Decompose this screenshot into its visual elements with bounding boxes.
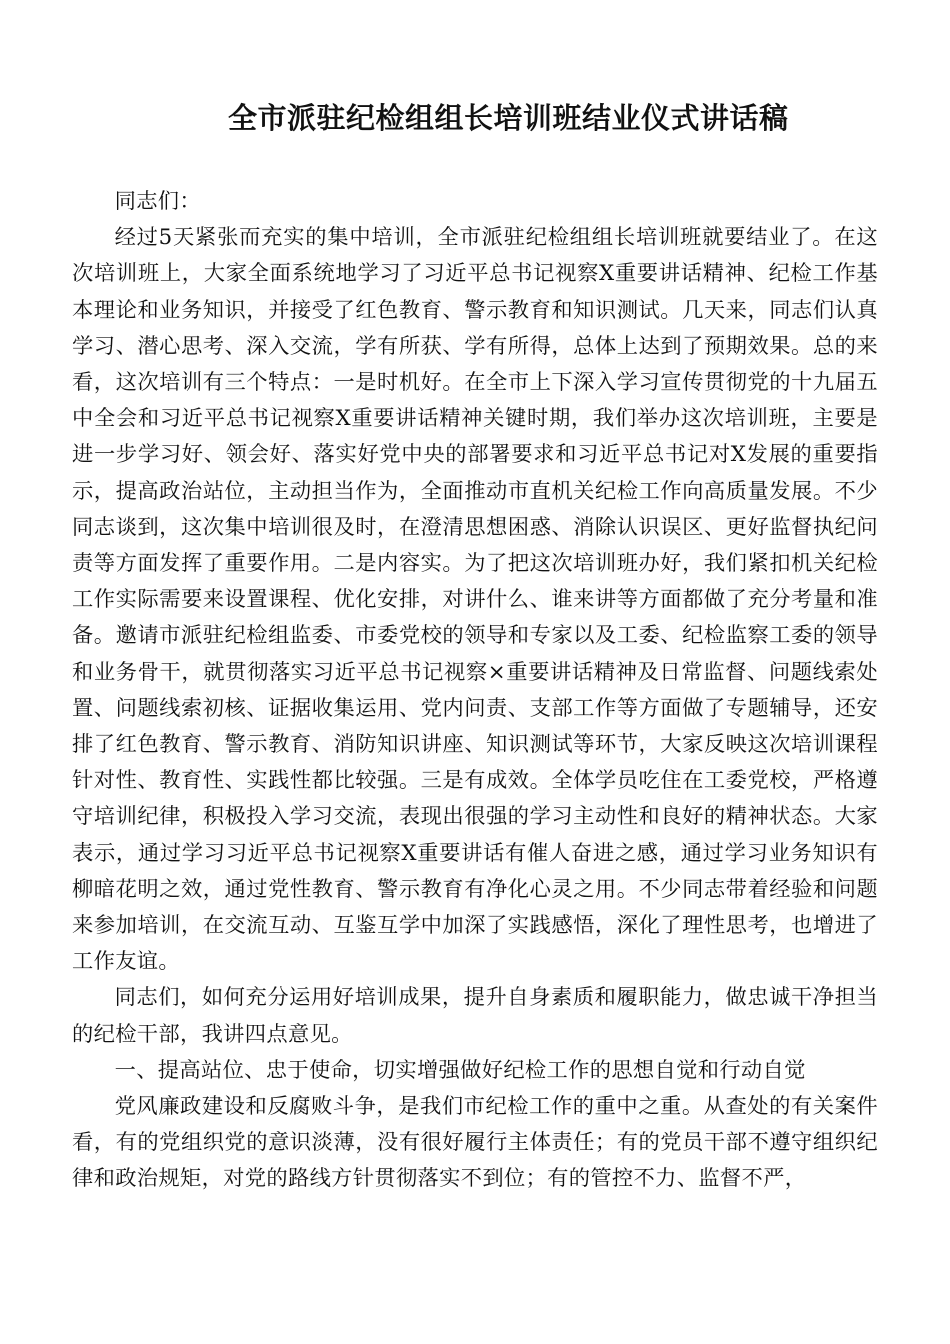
greeting-paragraph: 同志们： bbox=[114, 189, 201, 214]
section-heading: 一、提高站位、忠于使命，切实增强做好纪检工作的思想自觉和行动自觉 bbox=[114, 1057, 806, 1083]
body-paragraph: 同志们，如何充分运用好培训成果，提升自身素质和履职能力，做忠诚干净担当的纪检干部，我讲四点意见。 bbox=[72, 985, 878, 1047]
document-title: 全市派驻纪检组组长培训班结业仪式讲话稿 bbox=[228, 101, 789, 135]
body-paragraph: 党风廉政建设和反腐败斗争，是我们市纪检工作的重中之重。从查处的有关案件看，有的党组织党的意识淡薄，没有很好履行主体责任；有的党员干部不遵守组织纪律和政治规矩，对党的路线方针贯彻落实不到位；有的管控不力、监督不严， bbox=[72, 1094, 878, 1192]
body-paragraph: 经过5天紧张而充实的集中培训，全市派驻纪检组组长培训班就要结业了。在这次培训班上，大家全面系统地学习了习近平总书记视察X重要讲话精神、纪检工作基本理论和业务知识，并接受了红色教育、警示教育和知识测试。几天来，同志们认真学习、潜心思考、深入交流，学有所获、学有所得，总体上达到了预期效果。总的来看，这次培训有三个特点：一是时机好。在全市上下深入学习宣传贯彻党的十九届五中全会和习近平总书记视察X重要讲话精神关键时期，我们举办这次培训班，主要是进一步学习好、领会好、落实好党中央的部署要求和习近平总书记对X发展的重要指示，提高政治站位，主动担当作为，全面推动市直机关纪检工作向高质量发展。不少同志谈到，这次集中培训很及时，在澄清思想困惑、消除认识误区、更好监督执纪问责等方面发挥了重要作用。二是内容实。为了把这次培训班办好，我们紧扣机关纪检工作实际需要来设置课程、优化安排，对讲什么、谁来讲等方面都做了充分考量和准备。邀请市派驻纪检组监委、市委党校的领导和专家以及工委、纪检监察工委的领导和业务骨干，就贯彻落实习近平总书记视察×重要讲话精神及日常监督、问题线索处置、问题线索初核、证据收集运用、党内问责、支部工作等方面做了专题辅导，还安排了红色教育、警示教育、消防知识讲座、知识测试等环节，大家反映这次培训课程针对性、教育性、实践性都比较强。三是有成效。全体学员吃住在工委党校，严格遵守培训纪律，积极投入学习交流，表现出很强的学习主动性和良好的精神状态。大家表示，通过学习习近平总书记视察X重要讲话有催人奋进之感，通过学习业务知识有柳暗花明之效，通过党性教育、警示教育有净化心灵之用。不少同志带着经验和问题来参加培训，在交流互动、互鉴互学中加深了实践感悟，深化了理性思考，也增进了工作友谊。 bbox=[72, 225, 878, 975]
document-body bbox=[72, 184, 878, 1198]
document-page bbox=[72, 96, 878, 1198]
